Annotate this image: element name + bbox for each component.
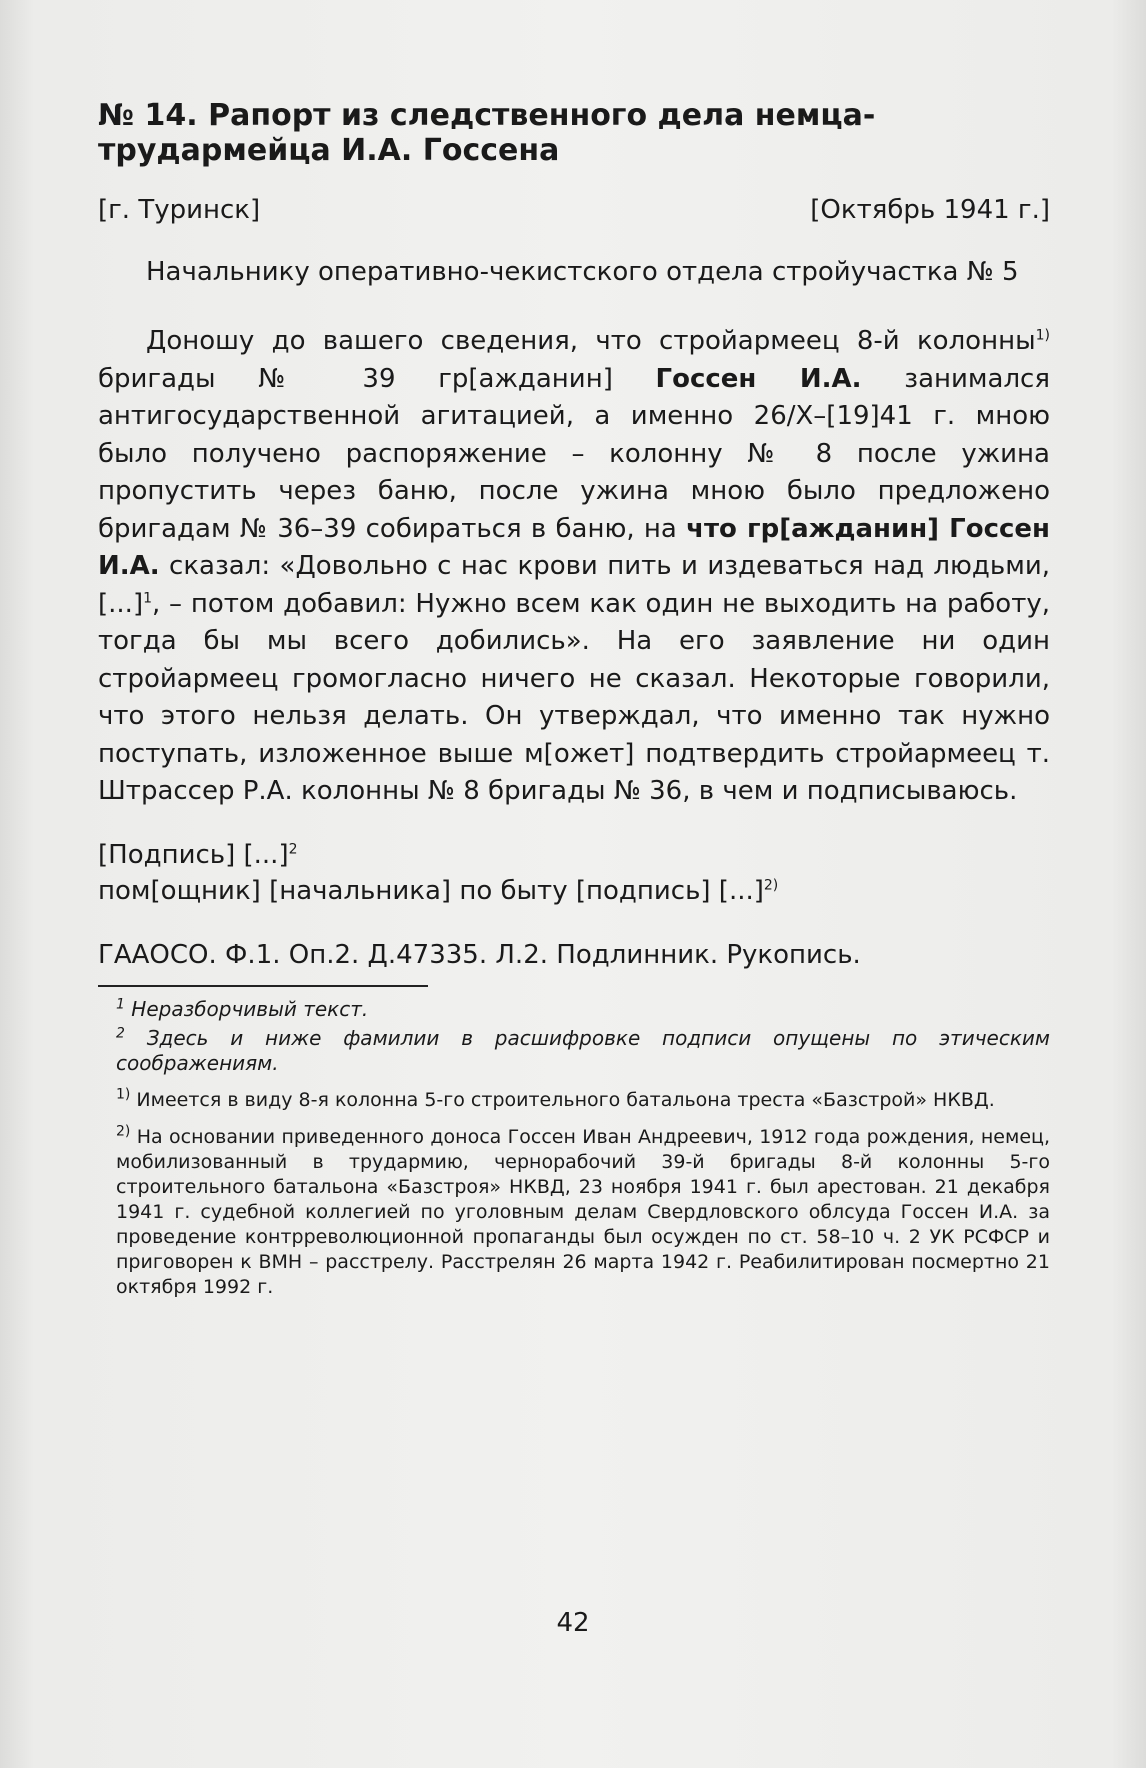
addressee: Начальнику оперативно-чекистского отдела стройучастка № 5 [146,257,1019,287]
body-bold-1: Госсен И.А. [655,363,862,394]
footnote-3: $^{1)}$ Имеется в виду 8-я колонна 5-го строительного батальона треста «Базстрой» НКВД. [116,1086,995,1111]
archive-reference: ГААОСО. Ф.1. Оп.2. Д.47335. Л.2. Подлинник. Рукопись. [98,939,861,970]
footnote-ref-1: 1 [143,589,153,606]
report-body [98,323,1050,811]
footnote-4: $^{2)}$ На основании приведенного доноса Госсен Иван Андреевич, 1912 года рождения, немец, мобилизованный в трудармию, чернорабочий 39-й бригады 8-й колонны 5-го строительного батальона «Базстроя» НКВД, 23 ноября 1941 г. был арестован. 21 декабря 1941 г. судебной коллегией по уголовным делам Свердловского облсуда Госсен И.А. за проведение контрреволюционной пропаганды был осужден по ст. 58–10 ч. 2 УК РСФСР и приговорен к ВМН – расстрелу. Расстрелян 26 марта 1942 г. Реабилитирован посмертно 21 октября 1992 г. [116,1123,1050,1298]
body-text-3: занимался антигосударственной агитацией, а именно 26/X–[19]41 г. мною было получено распоряжение – колонну № 8 после ужина пропустить через баню, после ужина мною было предложено бригадам № 36–39 собираться в баню, на [98,363,1050,544]
body-text-1: Доношу до вашего сведения, что стройармеец 8-й колонны [146,326,1036,356]
place: [г. Туринск] [98,195,261,225]
footnote-2: $^2$ Здесь и ниже фамилии в расшифровке подписи опущены по этическим соображениям. [116,1024,1050,1075]
footnote-divider [98,985,428,987]
signature-1: [Подпись] [...]$^2$ [98,839,298,870]
page-number: 42 [556,1608,590,1638]
place-date-line [98,194,1050,226]
body-bold-2: что гр[ажданин] Госсен И.А. [98,513,1050,581]
body-text-5: , – потом добавил: Нужно всем как один не выходить на работу, тогда бы мы всего добились». На его заявление ни один стройармеец громогласно ничего не сказал. Некоторые говорили, что этого нельзя делать. Он утверждал, что именно так нужно поступать, изложенное выше м[ожет] подтвердить стройармеец т. Штрассер Р.А. колонны № 8 бригады № 36, в чем и подписываюсь. [98,588,1050,806]
footnote-ref-1-paren: 1) [1035,327,1050,344]
body-text-2: бригады № 39 гр[ажданин] [98,363,656,394]
footnote-1: $^1$ Неразборчивый текст. [116,995,369,1021]
date: [Октябрь 1941 г.] [810,195,1050,225]
document-content [98,98,1050,1300]
document-title: № 14. Рапорт из следственного дела немца-трудармейца И.А. Госсена [98,98,876,168]
footnote-ref-2: 2 [288,840,298,857]
signature-2: пом[ощник] [начальника] по быту [подпись] [...]$^{2)}$ [98,875,779,906]
footnote-ref-2-paren: 2) [763,876,779,893]
body-text-4: сказал: «Довольно с нас крови пить и издеваться над людьми, [...] [98,551,1050,619]
